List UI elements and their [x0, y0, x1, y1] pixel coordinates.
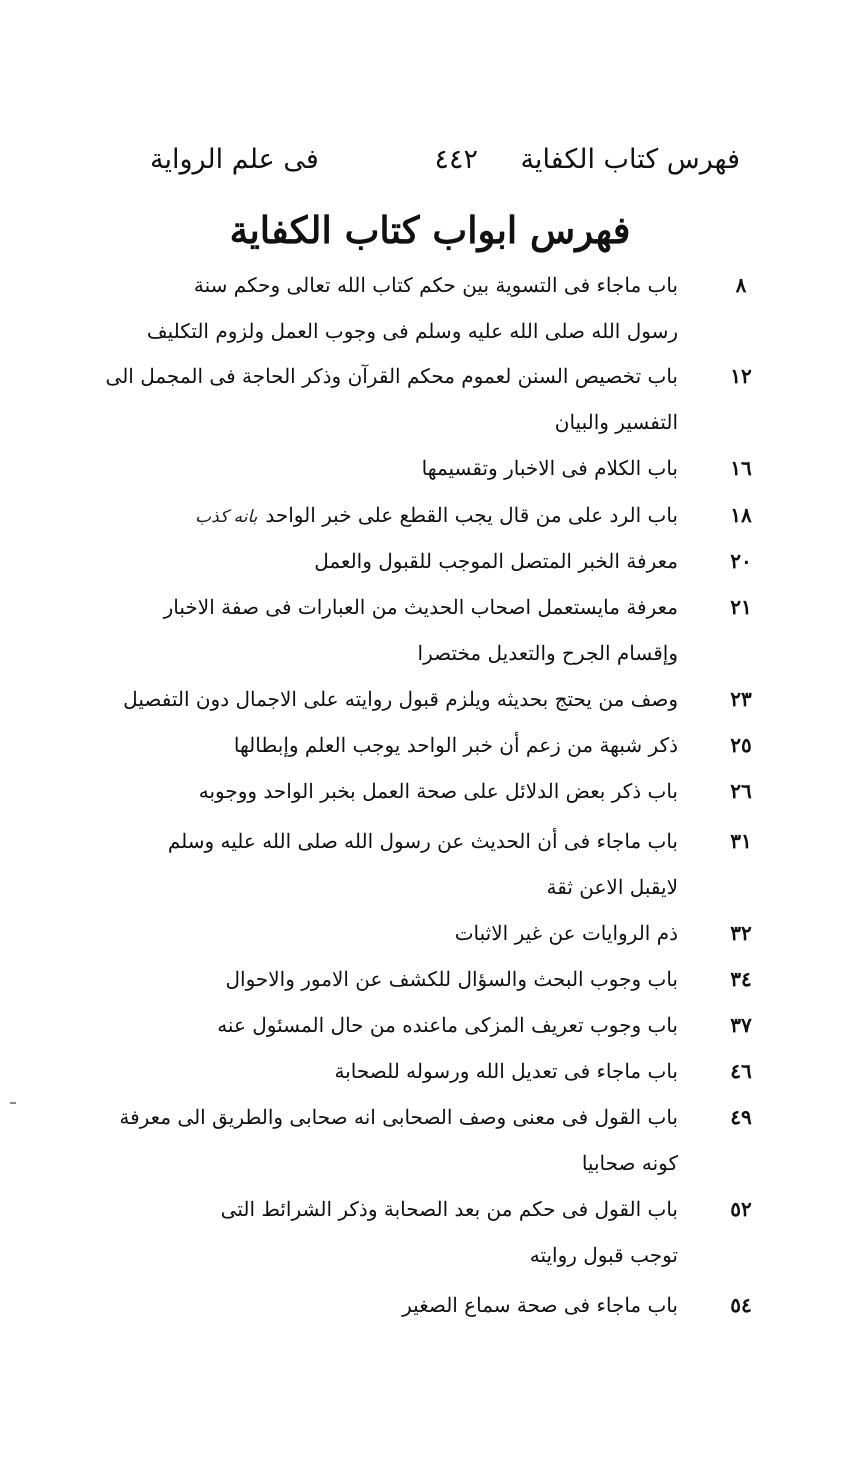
- entry-line: لايقبل الاعن ثقة: [546, 875, 678, 899]
- entry-page-number: ١٨: [730, 503, 752, 527]
- entry-line-text: باب الرد على من قال يجب القطع على خبر الواحد: [265, 503, 678, 527]
- entry-text: [121, 722, 678, 768]
- entry-page-number: ١٦: [730, 456, 752, 480]
- entry-text: [121, 818, 678, 910]
- entry-text: [121, 262, 678, 354]
- entry-text: [121, 1282, 678, 1328]
- entry-page-number: ٥٤: [730, 1293, 752, 1317]
- entry-line: باب ذكر بعض الدلائل على صحة العمل بخبر الواحد ووجوبه: [198, 779, 678, 803]
- entry-line: باب تخصيص السنن لعموم محكم القرآن وذكر الحاجة فى المجمل الى: [105, 364, 678, 388]
- entry-page-number: ٤٦: [730, 1059, 752, 1083]
- running-header: [150, 138, 740, 182]
- entry-line: باب ماجاء فى التسوية بين حكم كتاب الله تعالى وحكم سنة: [193, 273, 678, 297]
- entry-line: كونه صحابيا: [581, 1151, 678, 1175]
- entry-text: [105, 353, 678, 445]
- entry-line: باب الكلام فى الاخبار وتقسيمها: [421, 456, 678, 480]
- running-header-subject: فى علم الرواية: [150, 144, 319, 175]
- entry-line: ذكر شبهة من زعم أن خبر الواحد يوجب العلم وإبطالها: [233, 733, 678, 757]
- entry-page-number: ٢٠: [730, 549, 752, 573]
- entry-text: [121, 676, 678, 722]
- entry-text: [121, 538, 678, 584]
- entry-text: [121, 584, 678, 676]
- entry-text: [121, 956, 678, 1002]
- entry-text: [121, 445, 678, 491]
- entry-page-number: ٣٤: [730, 967, 752, 991]
- entry-line: باب وجوب تعريف المزكى ماعنده من حال المسئول عنه: [217, 1013, 678, 1037]
- entry-page-number: ٢٥: [730, 733, 752, 757]
- entry-page-number: ٣١: [730, 829, 752, 853]
- entry-page-number: ٥٢: [730, 1197, 752, 1221]
- entry-page-number: ٣٧: [730, 1013, 752, 1037]
- entry-line: توجب قبول روايته: [529, 1243, 678, 1267]
- entry-page-number: ٢٣: [730, 687, 752, 711]
- entry-line: رسول الله صلى الله عليه وسلم فى وجوب العمل ولزوم التكليف: [146, 319, 678, 343]
- entry-text: [121, 1186, 678, 1278]
- entry-text: [121, 1094, 678, 1186]
- entry-line: باب وجوب البحث والسؤال للكشف عن الامور والاحوال: [225, 967, 678, 991]
- entry-text: [121, 768, 678, 814]
- entry-line: وإقسام الجرح والتعديل مختصرا: [417, 641, 678, 665]
- entry-text: [121, 1002, 678, 1048]
- entry-text: [121, 1048, 678, 1094]
- entry-line: معرفة مايستعمل اصحاب الحديث من العبارات فى صفة الاخبار: [163, 595, 678, 619]
- handwritten-note: بانه كذب: [195, 507, 258, 527]
- entry-line: باب القول فى حكم من بعد الصحابة وذكر الشرائط التى: [220, 1197, 678, 1221]
- entry-line: [121, 492, 678, 540]
- index-title: فهرس ابواب كتاب الكفاية: [229, 208, 631, 252]
- margin-mark: [10, 1102, 16, 1104]
- entry-text: [121, 492, 678, 540]
- entry-line: التفسير والبيان: [554, 410, 678, 434]
- entry-page-number: ٣٢: [730, 921, 752, 945]
- entry-text: [121, 910, 678, 956]
- running-header-title: فهرس كتاب الكفاية: [520, 144, 740, 175]
- entry-line: باب ماجاء فى صحة سماع الصغير: [402, 1293, 678, 1317]
- entry-page-number: ٢٦: [730, 779, 752, 803]
- page-number: ٤٤٢: [434, 144, 478, 175]
- entry-line: باب القول فى معنى وصف الصحابى انه صحابى والطريق الى معرفة: [119, 1105, 678, 1129]
- entry-line: وصف من يحتج بحديثه ويلزم قبول روايته على الاجمال دون التفصيل: [123, 687, 678, 711]
- entry-line: ذم الروايات عن غير الاثبات: [454, 921, 678, 945]
- entry-page-number: ٤٩: [730, 1105, 752, 1129]
- entry-line: باب ماجاء فى أن الحديث عن رسول الله صلى الله عليه وسلم: [167, 829, 678, 853]
- entry-line: معرفة الخبر المتصل الموجب للقبول والعمل: [314, 549, 678, 573]
- entry-line: باب ماجاء فى تعديل الله ورسوله للصحابة: [334, 1059, 678, 1083]
- entry-page-number: ١٢: [730, 364, 752, 388]
- entry-page-number: ٢١: [730, 595, 752, 619]
- entry-page-number: ٨: [735, 273, 747, 297]
